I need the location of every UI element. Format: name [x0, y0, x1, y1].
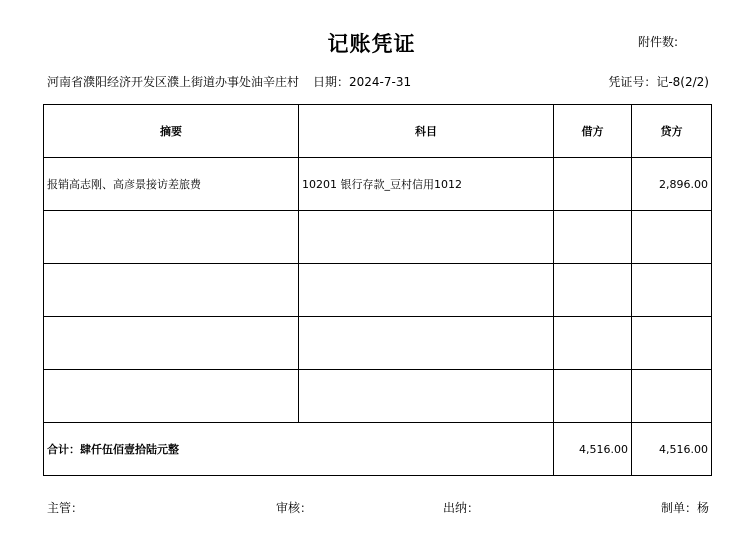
- unit-name: 河南省濮阳经济开发区濮上街道办事处油辛庄村: [47, 75, 300, 89]
- row-debit: [554, 158, 632, 211]
- row-credit: [632, 264, 712, 317]
- total-row: [44, 423, 712, 476]
- header-debit: 借方: [554, 105, 632, 158]
- row-debit: [554, 211, 632, 264]
- table-row: [44, 158, 712, 211]
- row-credit: 2,896.00: [632, 158, 712, 211]
- voucher-number: 凭证号：记-8(2/2): [608, 75, 709, 89]
- row-credit: [632, 317, 712, 370]
- row-summary: [44, 370, 299, 423]
- table-row: [44, 211, 712, 264]
- table-row: [44, 264, 712, 317]
- row-debit: [554, 264, 632, 317]
- voucher-title: 记账凭证: [327, 32, 416, 56]
- table-header-row: [44, 105, 712, 158]
- header-summary: 摘要: [44, 105, 299, 158]
- row-credit: [632, 370, 712, 423]
- header-credit: 贷方: [632, 105, 712, 158]
- table-row: [44, 370, 712, 423]
- attachments-label: 附件数:: [638, 35, 679, 49]
- row-account: [299, 211, 554, 264]
- total-credit: 4,516.00: [632, 423, 712, 476]
- row-debit: [554, 370, 632, 423]
- row-account: [299, 370, 554, 423]
- row-summary: [44, 211, 299, 264]
- voucher-table: [43, 104, 712, 476]
- reviewer-label: 审核：: [276, 501, 313, 515]
- cashier-label: 出纳：: [443, 501, 480, 515]
- row-account: [299, 317, 554, 370]
- row-debit: [554, 317, 632, 370]
- table-row: [44, 317, 712, 370]
- total-debit: 4,516.00: [554, 423, 632, 476]
- voucher-date: 日期：2024-7-31: [313, 75, 412, 89]
- row-summary: [44, 317, 299, 370]
- row-account: 10201 银行存款_豆村信用1012: [299, 158, 554, 211]
- total-label: 合计：肆仟伍佰壹拾陆元整: [44, 423, 554, 476]
- row-summary: 报销高志刚、高彦景接访差旅费: [44, 158, 299, 211]
- row-credit: [632, 211, 712, 264]
- supervisor-label: 主管：: [47, 501, 84, 515]
- row-account: [299, 264, 554, 317]
- header-account: 科目: [299, 105, 554, 158]
- preparer-label: 制单：杨: [660, 501, 709, 515]
- row-summary: [44, 264, 299, 317]
